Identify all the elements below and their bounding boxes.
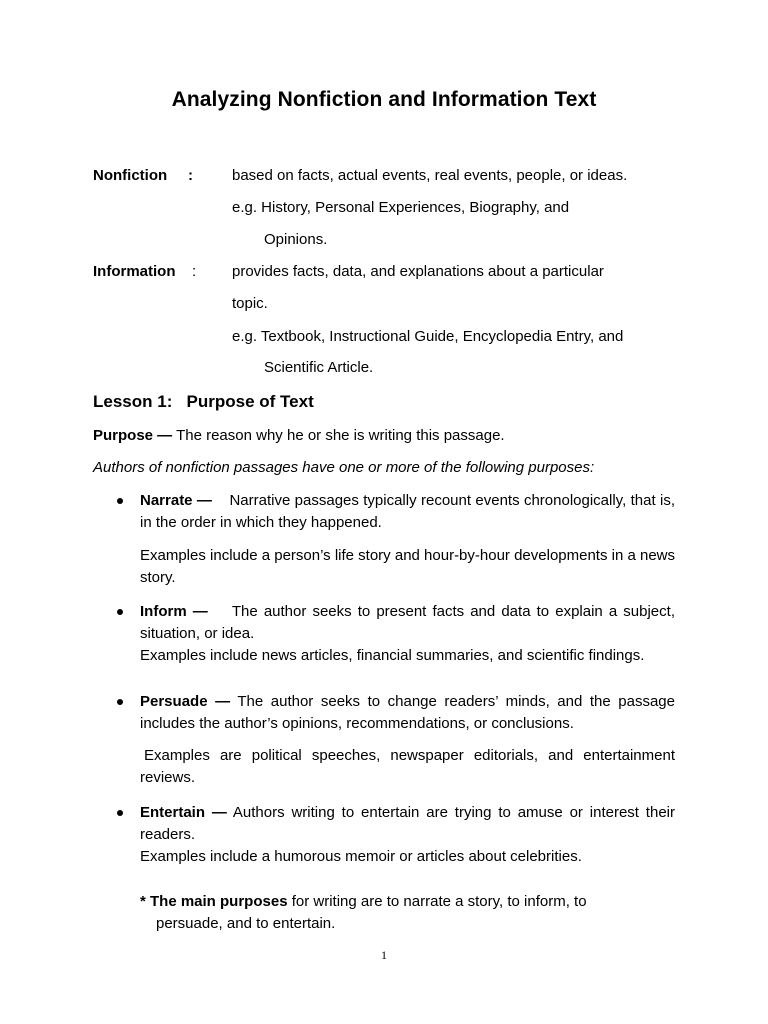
bullet-icon <box>117 498 123 504</box>
bullet-icon <box>117 810 123 816</box>
lesson-heading: Lesson 1: Purpose of Text <box>93 392 314 411</box>
nonfiction-examples: e.g. History, Personal Experiences, Biography, and <box>232 199 570 216</box>
entertain-text: Authors writing to entertain are trying to amuse or interest their readers. <box>140 804 675 843</box>
purpose-line <box>93 426 505 446</box>
information-term: Information <box>93 263 176 280</box>
main-purposes-note <box>140 892 587 912</box>
persuade-text: The author seeks to change readers’ minds, and the passage includes the author’s opinions, recommendations, or conclusions. <box>140 693 675 732</box>
bullet-persuade <box>140 691 675 735</box>
nonfiction-colon: : <box>188 167 193 184</box>
inform-example: Examples include news articles, financial summaries, and scientific findings. <box>140 647 645 664</box>
purposes-intro: Authors of nonfiction passages have one or more of the following purposes: <box>93 459 595 476</box>
note-lead: * The main purposes <box>140 893 288 910</box>
nonfiction-term: Nonfiction <box>93 167 168 184</box>
inform-term: Inform — <box>140 603 208 620</box>
bullet-inform <box>140 601 675 645</box>
inform-text: The author seeks to present facts and data to explain a subject, situation, or idea. <box>140 603 675 642</box>
narrate-text: Narrative passages typically recount events chronologically, that is, in the order in which they happened. <box>140 492 676 531</box>
bullet-icon <box>117 699 123 705</box>
information-definition: provides facts, data, and explanations about a particular <box>232 263 604 280</box>
purpose-definition: The reason why he or she is writing this passage. <box>172 427 505 444</box>
information-examples: e.g. Textbook, Instructional Guide, Encyclopedia Entry, and <box>232 328 624 345</box>
narrate-example: Examples include a person’s life story and hour-by-hour developments in a news story. <box>140 547 676 586</box>
note-text-cont: persuade, and to entertain. <box>156 915 336 932</box>
persuade-example: Examples are political speeches, newspaper editorials, and entertainment reviews. <box>140 747 675 786</box>
information-examples-cont: Scientific Article. <box>264 359 374 376</box>
nonfiction-examples-cont: Opinions. <box>264 231 328 248</box>
page-number: 1 <box>381 948 387 962</box>
narrate-term: Narrate — <box>140 492 212 509</box>
page-title: Analyzing Nonfiction and Information Text <box>171 88 597 111</box>
entertain-term: Entertain — <box>140 804 227 821</box>
persuade-term: Persuade — <box>140 693 231 710</box>
information-colon: : <box>192 263 197 280</box>
entertain-example: Examples include a humorous memoir or articles about celebrities. <box>140 848 582 865</box>
bullet-icon <box>117 609 123 615</box>
nonfiction-definition: based on facts, actual events, real events, people, or ideas. <box>232 167 628 184</box>
bullet-entertain <box>140 802 675 846</box>
bullet-narrate <box>140 490 675 534</box>
note-text: for writing are to narrate a story, to inform, to <box>287 893 587 910</box>
information-definition-cont: topic. <box>232 295 268 312</box>
purpose-term: Purpose — <box>93 427 173 444</box>
